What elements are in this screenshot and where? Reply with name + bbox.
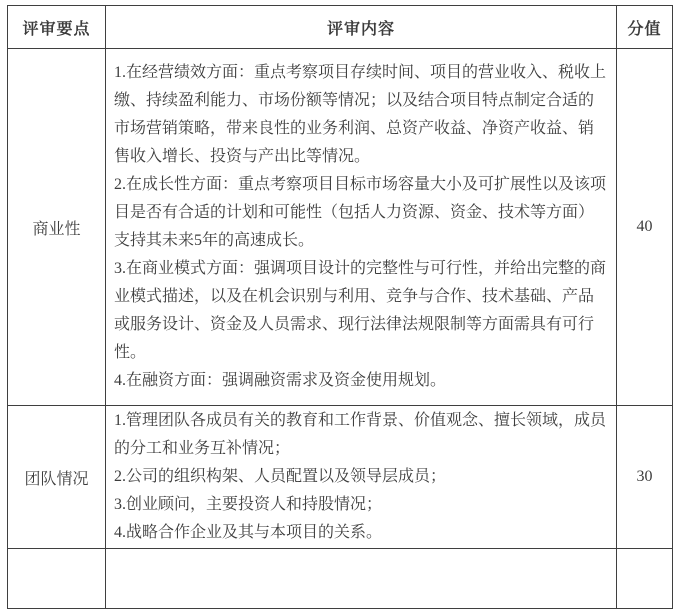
- table-row-cutoff: [8, 549, 673, 609]
- content-paragraph: 1.在经营绩效方面：重点考察项目存续时间、项目的营业收入、税收上缴、持续盈利能力、市场份额等情况；以及结合项目特点制定合适的市场营销策略，带来良性的业务利润、总资产收益、净资产收益、销售收入增长、投资与产出比等情况。: [114, 64, 607, 165]
- review-point-cell: [8, 549, 106, 609]
- review-content-cell: [106, 549, 617, 609]
- review-point-cell: 团队情况: [8, 406, 106, 549]
- content-paragraph: 4.战略合作企业及其与本项目的关系。: [114, 524, 383, 541]
- review-content-cell: [106, 406, 617, 549]
- content-paragraph: 3.在商业模式方面：强调项目设计的完整性与可行性，并给出完整的商业模式描述，以及在机会识别与利用、竞争与合作、技术基础、产品或服务设计、资金及人员需求、现行法律法规限制等方面需具有可行性。: [114, 260, 607, 361]
- score-cell: 30: [617, 406, 673, 549]
- table-row-commercial: [8, 49, 673, 406]
- header-cell-review-content: 评审内容: [106, 6, 617, 49]
- header-cell-review-point: 评审要点: [8, 6, 106, 49]
- table-row-team: [8, 406, 673, 549]
- header-cell-score: 分值: [617, 6, 673, 49]
- content-paragraph: 2.在成长性方面：重点考察项目目标市场容量大小及可扩展性以及该项目是否有合适的计划和可能性（包括人力资源、资金、技术等方面）支持其未来5年的高速成长。: [114, 176, 607, 249]
- content-paragraph: 4.在融资方面：强调融资需求及资金使用规划。: [114, 372, 447, 389]
- content-paragraph: 3.创业顾问，主要投资人和持股情况；: [114, 496, 383, 513]
- review-point-cell: 商业性: [8, 49, 106, 406]
- review-content-cell: [106, 49, 617, 406]
- score-cell: [617, 549, 673, 609]
- content-paragraph: 2.公司的组织构架、人员配置以及领导层成员；: [114, 468, 447, 485]
- review-criteria-table: [7, 5, 673, 609]
- content-paragraph: 1.管理团队各成员有关的教育和工作背景、价值观念、擅长领域，成员的分工和业务互补情况；: [114, 412, 607, 457]
- table-header-row: [8, 6, 673, 49]
- score-cell: 40: [617, 49, 673, 406]
